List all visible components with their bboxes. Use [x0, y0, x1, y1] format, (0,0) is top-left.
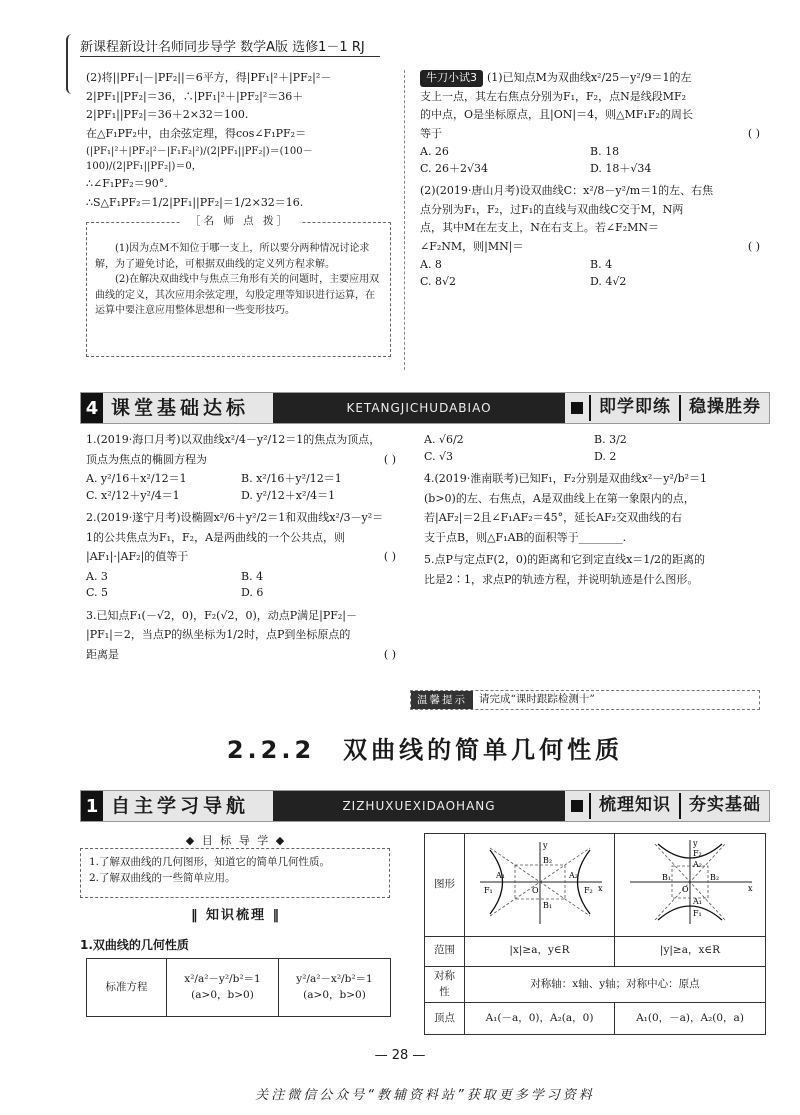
- option-grid: [420, 257, 760, 290]
- question-line: |PF₁|＝2，当点P的纵坐标为1/2时，点P到坐标原点的: [86, 628, 351, 641]
- question-line: 距离是: [86, 647, 119, 661]
- range-cell: |x|≥a，y∈R: [465, 936, 615, 966]
- teacher-tip-title: ［名 师 点 拨］: [180, 214, 300, 230]
- standard-equation-table: [86, 958, 391, 1017]
- point-label: A₂: [568, 871, 578, 880]
- option: C. 5: [86, 586, 109, 599]
- option: A. 26: [420, 145, 449, 158]
- table-label: 范围: [425, 936, 465, 966]
- goals-heading: ◆ 目 标 导 学 ◆: [185, 834, 287, 847]
- banner-tag: 即学即练: [589, 395, 679, 421]
- point-label: B₁: [662, 873, 672, 882]
- point-label: F₂: [583, 886, 593, 895]
- question-line: 比是2∶1，求点P的轨迹方程，并说明轨迹是什么图形。: [424, 572, 699, 586]
- equation: x²/a²－y²/b²＝1: [184, 972, 261, 985]
- header-bracket: [66, 34, 72, 94]
- subheading: 1.双曲线的几何性质: [80, 938, 189, 952]
- solution-line: 2|PF₁||PF₂|＝36＋2×32＝100.: [86, 108, 249, 121]
- reminder-text: 请完成“课时跟踪检测十”: [479, 693, 595, 706]
- page-number: — 28 —: [374, 1048, 426, 1063]
- question-line: 3.已知点F₁(－√2，0)，F₂(√2，0)，动点P满足|PF₂|－: [86, 608, 358, 622]
- banner-pinyin: ZIZHUXUEXIDAOHANG: [273, 791, 565, 821]
- option: B. 3/2: [594, 433, 627, 446]
- range-cell: |y|≥a，x∈R: [615, 936, 766, 966]
- point-label: B₂: [710, 873, 720, 882]
- equation-condition: (a>0，b>0): [191, 988, 254, 1001]
- point-label: O: [531, 886, 539, 895]
- question-line: 点，其中M在左支上，N在右支上。若∠F₂MN＝: [420, 221, 660, 234]
- point-label: A₂: [693, 860, 702, 869]
- question-line: (2)(2019·唐山月考)设双曲线C：x²/8－y²/m＝1的左、右焦: [420, 184, 714, 197]
- solution-line: 2|PF₁||PF₂|＝36，∴|PF₁|²＋|PF₂|²＝36＋: [86, 89, 304, 103]
- equation-cell: [279, 959, 391, 1017]
- question-line: 支于点B，则△F₁AB的面积等于________.: [424, 530, 627, 544]
- teacher-tip-box: [86, 222, 391, 357]
- solution-line: ∴S△F₁PF₂＝1/2|PF₁||PF₂|＝1/2×32＝16.: [86, 195, 304, 209]
- solution-block: [86, 70, 391, 213]
- equation: y²/a²－x²/b²＝1: [296, 972, 373, 985]
- hyperbola-vertical-graph: [620, 836, 760, 928]
- question-line: ∠F₂NM，则|MN|＝: [420, 239, 524, 253]
- axis-label: y: [542, 841, 548, 850]
- vertex-cell: A₁(－a，0)，A₂(a，0): [465, 1003, 615, 1035]
- properties-table: [424, 833, 766, 1035]
- practice-badge: 牛刀小试3: [420, 70, 483, 87]
- table-label: 对称性: [425, 966, 465, 1003]
- table-label: 顶点: [425, 1003, 465, 1035]
- point-label: A₁: [495, 871, 505, 880]
- answer-paren: ( ): [747, 239, 760, 253]
- point-label: F₁: [693, 909, 702, 918]
- option-grid: [86, 569, 396, 602]
- reminder-bar: [410, 690, 760, 710]
- question-line: |AF₁|·|AF₂|的值等于: [86, 550, 189, 563]
- practice-block: [420, 70, 760, 290]
- reminder-label: 温馨提示: [411, 691, 473, 709]
- exercise-left: [86, 432, 396, 666]
- goals-box: [80, 848, 390, 898]
- question-line: 的中点，O是坐标原点，且|ON|＝4，则△MF₁F₂的周长: [420, 108, 693, 121]
- tip-paragraph: (1)因为点M不知位于哪一支上，所以要分两种情况讨论求解，为了避免讨论，可根据双曲线的定义列方程求解。: [95, 243, 370, 270]
- option: A. √6/2: [424, 433, 464, 446]
- section-banner: [80, 790, 770, 822]
- answer-paren: ( ): [383, 452, 396, 466]
- point-label: B₁: [542, 901, 552, 910]
- question-line: 1.(2019·海口月考)以双曲线x²/4－y²/12＝1的焦点为顶点，: [86, 433, 381, 446]
- equation-condition: (a>0，b>0): [303, 988, 366, 1001]
- question-line: 4.(2019·淮南联考)已知F₁，F₂分别是双曲线x²－y²/b²＝1: [424, 472, 708, 485]
- option: D. y²/12＋x²/4＝1: [241, 488, 336, 502]
- exercise-right: [424, 432, 764, 591]
- option: B. x²/16＋y²/12＝1: [241, 472, 342, 485]
- solution-line: ∴∠F₁PF₂＝90°.: [86, 177, 168, 190]
- table-label: 图形: [425, 834, 465, 937]
- option: A. y²/16＋x²/12＝1: [86, 472, 187, 485]
- axis-label: y: [693, 839, 698, 848]
- option-grid: [86, 471, 396, 504]
- section-banner: [80, 392, 770, 424]
- option: D. 18＋√34: [590, 161, 652, 175]
- question-line: 1的公共焦点为F₁，F₂，A是两曲线的一个公共点，则: [86, 530, 346, 544]
- banner-tag: 稳操胜券: [679, 395, 769, 421]
- option: B. 4: [590, 258, 613, 271]
- column-divider: [404, 70, 405, 370]
- answer-paren: ( ): [383, 647, 396, 661]
- option: B. 4: [241, 569, 264, 583]
- graph-cell: [465, 834, 615, 937]
- goal-item: 2.了解双曲线的一些简单应用。: [89, 871, 236, 884]
- answer-paren: ( ): [747, 126, 760, 140]
- question-line: 顶点为焦点的椭圆方程为: [86, 452, 207, 466]
- option: C. x²/12＋y²/4＝1: [86, 488, 180, 502]
- banner-number: 4: [81, 393, 103, 423]
- tip-paragraph: (2)在解决双曲线中与焦点三角形有关的问题时，主要应用双曲线的定义，其次应用余弦定理，勾股定理等知识进行运算，在运算中要注意应用整体思想和一些变形技巧。: [95, 274, 380, 316]
- question-line: 等于: [420, 126, 442, 140]
- option: D. 4√2: [590, 274, 627, 288]
- answer-paren: ( ): [383, 550, 396, 563]
- axis-label: x: [748, 884, 753, 893]
- knowledge-heading: ‖ 知识梳理 ‖: [190, 908, 282, 923]
- header-rule: [80, 56, 380, 57]
- point-label: F₁: [483, 886, 493, 895]
- banner-tag: 夯实基础: [679, 793, 769, 819]
- option-grid: [424, 432, 764, 465]
- banner-square-icon: [571, 800, 583, 812]
- point-label: F₂: [693, 849, 702, 858]
- banner-title: 课堂基础达标: [111, 396, 250, 419]
- page-header: 新课程新设计名师同步导学 数学A版 选修1－1 RJ: [80, 40, 365, 55]
- option-grid: [420, 144, 760, 177]
- section-title: 2.2.2 双曲线的简单几何性质: [226, 736, 624, 764]
- point-label: A₁: [693, 897, 702, 906]
- question-line: (1)已知点M为双曲线x²/25－y²/9＝1的左: [487, 71, 692, 84]
- question-line: 点分别为F₁，F₂，过F₁的直线与双曲线C交于M，N两: [420, 202, 684, 216]
- option: A. 8: [420, 258, 442, 271]
- question-line: 5.点P与定点F(2，0)的距离和它到定直线x＝1/2的距离的: [424, 553, 706, 566]
- goal-item: 1.了解双曲线的几何图形，知道它的简单几何性质。: [89, 856, 331, 868]
- option: D. 2: [594, 449, 617, 463]
- question-line: 若|AF₂|＝2且∠F₁AF₂＝45°，延长AF₂交双曲线的右: [424, 511, 683, 524]
- banner-title: 自主学习导航: [111, 794, 250, 817]
- option: A. 3: [86, 569, 108, 583]
- solution-line: 在△F₁PF₂中，由余弦定理，得cos∠F₁PF₂＝: [86, 126, 307, 140]
- point-label: O: [682, 885, 689, 894]
- banner-square-icon: [571, 402, 583, 414]
- banner-tag: 梳理知识: [589, 793, 679, 819]
- option: C. √3: [424, 449, 454, 463]
- question-line: 支上一点，其左右焦点分别为F₁，F₂，点N是线段MF₂: [420, 89, 687, 103]
- banner-pinyin: KETANGJICHUDABIAO: [273, 393, 565, 423]
- equation-cell: [167, 959, 279, 1017]
- option: B. 18: [590, 145, 620, 158]
- question-line: 2.(2019·遂宁月考)设椭圆x²/6＋y²/2＝1和双曲线x²/3－y²＝: [86, 511, 384, 524]
- footer-note: 关注微信公众号“教辅资料站”获取更多学习资料: [255, 1088, 595, 1103]
- solution-line: (2)将||PF₁|－|PF₂||＝6平方，得|PF₁|²＋|PF₂|²－: [86, 71, 332, 84]
- option: D. 6: [241, 586, 264, 599]
- option: C. 26＋2√34: [420, 161, 489, 175]
- table-label: 标准方程: [87, 959, 167, 1017]
- symmetry-cell: 对称轴：x轴、y轴；对称中心：原点: [465, 966, 766, 1003]
- option: C. 8√2: [420, 274, 457, 288]
- banner-number: 1: [81, 791, 103, 821]
- point-label: B₂: [542, 856, 552, 865]
- question-line: (b>0)的左、右焦点，A是双曲线上在第一象限内的点，: [424, 491, 695, 505]
- axis-label: x: [597, 884, 603, 893]
- vertex-cell: A₁(0，－a)，A₂(0，a): [615, 1003, 766, 1035]
- solution-line: (|PF₁|²＋|PF₂|²－|F₁F₂|²)/(2|PF₁||PF₂|)＝(100－100)/(2|PF₁||PF₂|)＝0，: [86, 146, 313, 172]
- hyperbola-horizontal-graph: [470, 836, 610, 928]
- graph-cell: [615, 834, 766, 937]
